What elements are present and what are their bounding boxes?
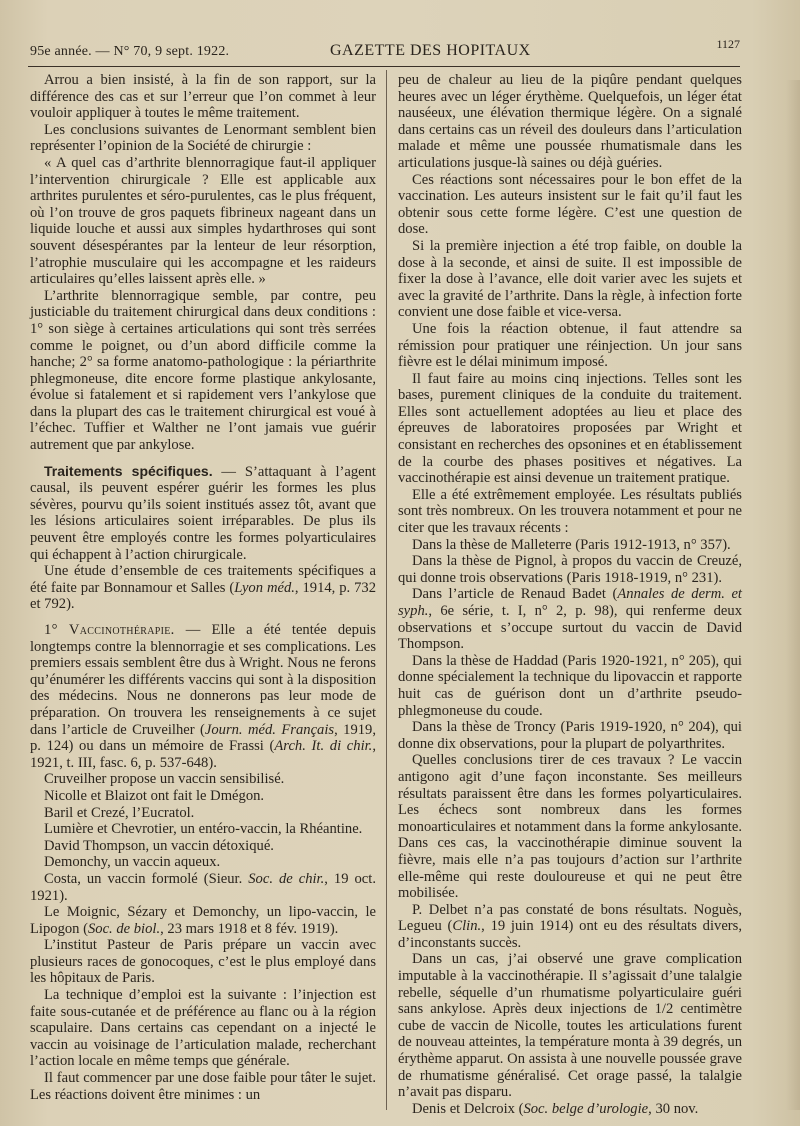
- left-column: [30, 72, 376, 1103]
- section-paragraph: [30, 463, 376, 564]
- journal-title: GAZETTE DES HOPITAUX: [330, 42, 531, 59]
- citation: Arch. It. di chir.: [274, 738, 373, 755]
- text-run: — Elle a été tentée depuis longtemps contre la blennorragie et ses complications. Les premiers essais semblent être dus à Wright. Nous ne ferons qu’énumérer les différents vaccins qui sont à la disposition des médecins. Nous ne donnerons pas leur mode de préparation. On trouvera les renseignements à ce sujet dans l’article de Cruveilher (: [30, 622, 376, 738]
- section-text: — S’attaquant à l’agent causal, ils peuvent espérer guérir les formes les plus sévères, pourvu qu’ils soient institués assez tôt, avant que les lésions articulaires soient irréparables. De plus ils peuvent être employés contre les formes polyarticulaires qui échappent à l’action chirurgicale.: [30, 463, 376, 563]
- issue-line: 95e année. — N° 70, 9 sept. 1922.: [30, 44, 230, 59]
- text-run: Costa, un vaccin formolé (Sieur.: [44, 870, 249, 887]
- spacer: [30, 613, 376, 622]
- quote-paragraph: « A quel cas d’arthrite blennorragique faut-il appliquer l’intervention chirurgicale ? Elle est applicable aux arthrites purulentes et séro-purulentes, cas le plus fréquent, où l’on trouve de gros paquets fibrineux nageant dans un liquide louche et aussi aux simples hydarthroses qui sont souvent désespérantes par la lenteur de leur résorption, l’atrophie musculaire qui les accompagne et les raideurs articulaires qu’elles laissent après elle. »: [30, 154, 376, 288]
- list-item: David Thompson, un vaccin détoxiqué.: [44, 837, 274, 854]
- citation: Soc. belge d’urologie: [523, 1100, 649, 1117]
- text-run: , 23 mars 1918 et 8 fév. 1919).: [160, 920, 339, 937]
- list-item: Demonchy, un vaccin aqueux.: [44, 854, 221, 871]
- text-run: Le Moignic, Sézary et Demonchy, un lipo-vaccin, le Lipogon (: [30, 904, 376, 937]
- text-run: P. Delbet n’a pas constaté de bons résultats. Noguès, Legueu (: [398, 901, 742, 935]
- paragraph: Ces réactions sont nécessaires pour le bon effet de la vaccination. Les auteurs insistent sur le fait qu’il faut les obtenir sous cette forme légère. C’est une question de dose.: [398, 171, 742, 238]
- page-number: 1127: [716, 37, 740, 51]
- paragraph: Une fois la réaction obtenue, il faut attendre sa rémission pour pratiquer une réinjection. Un jour sans fièvre est le délai minimum imposé.: [398, 320, 742, 371]
- paragraph: Dans la thèse de Malleterre (Paris 1912-1913, n° 357).: [412, 536, 731, 553]
- list-item: Nicolle et Blaizot ont fait le Dmégon.: [44, 787, 265, 804]
- paragraph: Les conclusions suivantes de Lenormant semblent bien représenter l’opinion de la Société de chirurgie :: [30, 121, 376, 155]
- paragraph: Elle a été extrêmement employée. Les résultats publiés sont très nombreux. On les trouvera notamment et pour ne citer que les travaux récents :: [398, 486, 742, 537]
- paragraph: Si la première injection a été trop faible, on double la dose à la seconde, et ainsi de suite. Il est impossible de fixer la dose à l’avance, elle doit varier avec les sujets et avec la gravité de l’arthrite. Dans la règle, à infection forte convient une dose faible et vice-versa.: [398, 237, 742, 321]
- list-item: Baril et Crezé, l’Eucratol.: [44, 804, 195, 821]
- text-run: , 1919, p. 124) ou dans un mémoire de Frassi (: [30, 721, 377, 755]
- paragraph: La technique d’emploi est la suivante : l’injection est faite sous-cutanée et de préférence au flanc ou à la région scapulaire. Dans certains cas cependant on a injecté le vaccin au voisinage de l’articulation malade, recherchant l’action locale en même temps que générale.: [30, 987, 376, 1070]
- text-run: Denis et Delcroix (: [412, 1100, 524, 1117]
- citation: Journ. méd. Français: [204, 721, 335, 738]
- subsection-title: 1° Vaccinothérapie.: [44, 622, 175, 638]
- paragraph: Dans la thèse de Troncy (Paris 1919-1920, n° 204), qui donne dix observations, pour la plupart de polyarthrites.: [398, 719, 742, 752]
- right-column: [398, 72, 742, 1117]
- paragraph: [398, 586, 742, 652]
- vaccine-list: [30, 771, 376, 937]
- page-header: [30, 38, 740, 60]
- citation: Soc. de chir.: [248, 870, 325, 887]
- paragraph: [398, 1101, 742, 1118]
- paragraph: [398, 902, 742, 952]
- text-run: , 19 oct. 1921).: [30, 870, 376, 904]
- text-run: Dans l’article de Renaud Badet (: [412, 586, 618, 603]
- citation: Lyon méd.: [234, 579, 295, 596]
- text-run: , 6e série, t. I, n° 2, p. 98), qui renferme deux observations et s’occupe surtout du vaccin de David Thompson.: [398, 603, 742, 653]
- citation: Annales de derm. et syph.: [398, 586, 742, 619]
- list-item: Cruveilher propose un vaccin sensibilisé.: [44, 771, 285, 788]
- paragraph: peu de chaleur au lieu de la piqûre pendant quelques heures avec un léger érythème. Quelquefois, un léger état nauséeux, une élévation thermique légère. On a signalé dans certains cas un réveil des douleurs dans l’articulation malade et même une poussée rhumatismale dans les articulations jusque-là saines ou déjà guéries.: [398, 72, 742, 171]
- text-run: Une étude d’ensemble de ces traitements spécifiques a été faite par Bonnamour et Salles (: [30, 563, 376, 596]
- list-item: Lumière et Chevrotier, un entéro-vaccin, la Rhéantine.: [44, 821, 363, 838]
- list-item: [30, 871, 376, 904]
- text-run: , 19 juin 1914) ont eu des résultats divers, d’inconstants succès.: [398, 918, 742, 951]
- spacer: [30, 454, 376, 463]
- paragraph: L’arthrite blennorragique semble, par contre, peu justiciable du traitement chirurgical dans deux conditions : 1° son siège à certaines articulations qui sont très serrées comme le poignet, ou d’un abord difficile comme la hanche; 2° sa forme anatomo-pathologique : la périarthrite phlegmoneuse, dite encore forme plastique ankylosante, évolue si fatalement et si rapidement vers l’ankylose que dans la plupart des cas le traitement chirurgical est voué à l’échec. Tuffier et Walther ne l’ont jamais vue guérir autrement que par ankylose.: [30, 287, 376, 454]
- paragraph: L’institut Pasteur de Paris prépare un vaccin avec plusieurs races de gonocoques, c’est le plus employé dans les hôpitaux de Paris.: [30, 937, 376, 987]
- paragraph: Dans la thèse de Haddad (Paris 1920-1921, n° 205), qui donne spécialement la technique du lipovaccin et rapporte huit cas de guérison dont un d’arthrite pseudo-phlegmoneuse du coude.: [398, 652, 742, 719]
- citation: Clin.: [452, 918, 482, 935]
- paragraph: Quelles conclusions tirer de ces travaux ? Le vaccin antigono agit d’une façon inconstante. Ses meilleurs résultats paraissent être dans les formes polyarticulaires. Les échecs sont nombreux dans les formes monoarticulaires et notamment dans la forme ankylosante. Dans ces cas, la vaccinothérapie diminue souvent la fièvre, mais elle n’a pas toujours d’action sur l’arthrite elle-même qui reste douloureuse et qui ne peut être mobilisée.: [398, 752, 742, 902]
- text-run: , 1914, p. 732 et 792).: [30, 579, 376, 613]
- paragraph: Dans un cas, j’ai observé une grave complication imputable à la vaccinothérapie. Il s’agissait d’une talalgie rebelle, séquelle d’un rhumatisme polyarticulaire guéri sans ankylose. Après deux injections de 1/2 centimètre cube de vaccin de Nicolle, toutes les articulations furent de nouveau atteintes, la température monta à 39 degrés, un érythème apparut. On assista à une nouvelle poussée grave de rhumatisme généralisé. Cet orage passé, la talalgie n’avait pas disparu.: [398, 951, 742, 1101]
- paragraph: Dans la thèse de Pignol, à propos du vaccin de Creuzé, qui donne trois observations (Paris 1918-1919, n° 231).: [398, 553, 742, 586]
- paragraph: [30, 563, 376, 613]
- list-item: [30, 904, 376, 937]
- paragraph: Il faut commencer par une dose faible pour tâter le sujet. Les réactions doivent être minimes : un: [30, 1070, 376, 1103]
- citation: Soc. de biol.: [87, 920, 161, 937]
- text-run: , 1921, t. III, fasc. 6, p. 537-648).: [30, 738, 376, 771]
- paragraph: Il faut faire au moins cinq injections. Telles sont les bases, purement cliniques de la conduite du traitement. Elles sont actuellement adoptées au lieu et place des épreuves de laboratoires proposées par Wright et consistant en recherches des opsonines et en établissement de la courbe des phases positives et négatives. La vaccinothérapie est ainsi devenue un traitement pratique.: [398, 370, 742, 487]
- text-run: , 30 nov.: [648, 1100, 699, 1117]
- page-edge-shadow: [786, 80, 800, 1110]
- subsection-paragraph: [30, 622, 376, 771]
- column-divider: [386, 70, 387, 1110]
- section-title: Traitements spécifiques.: [44, 462, 213, 479]
- header-rule: [28, 66, 740, 67]
- paragraph: Arrou a bien insisté, à la fin de son rapport, sur la différence des cas et sur l’erreur que l’on commet à leur vouloir appliquer à toutes le même traitement.: [30, 72, 376, 122]
